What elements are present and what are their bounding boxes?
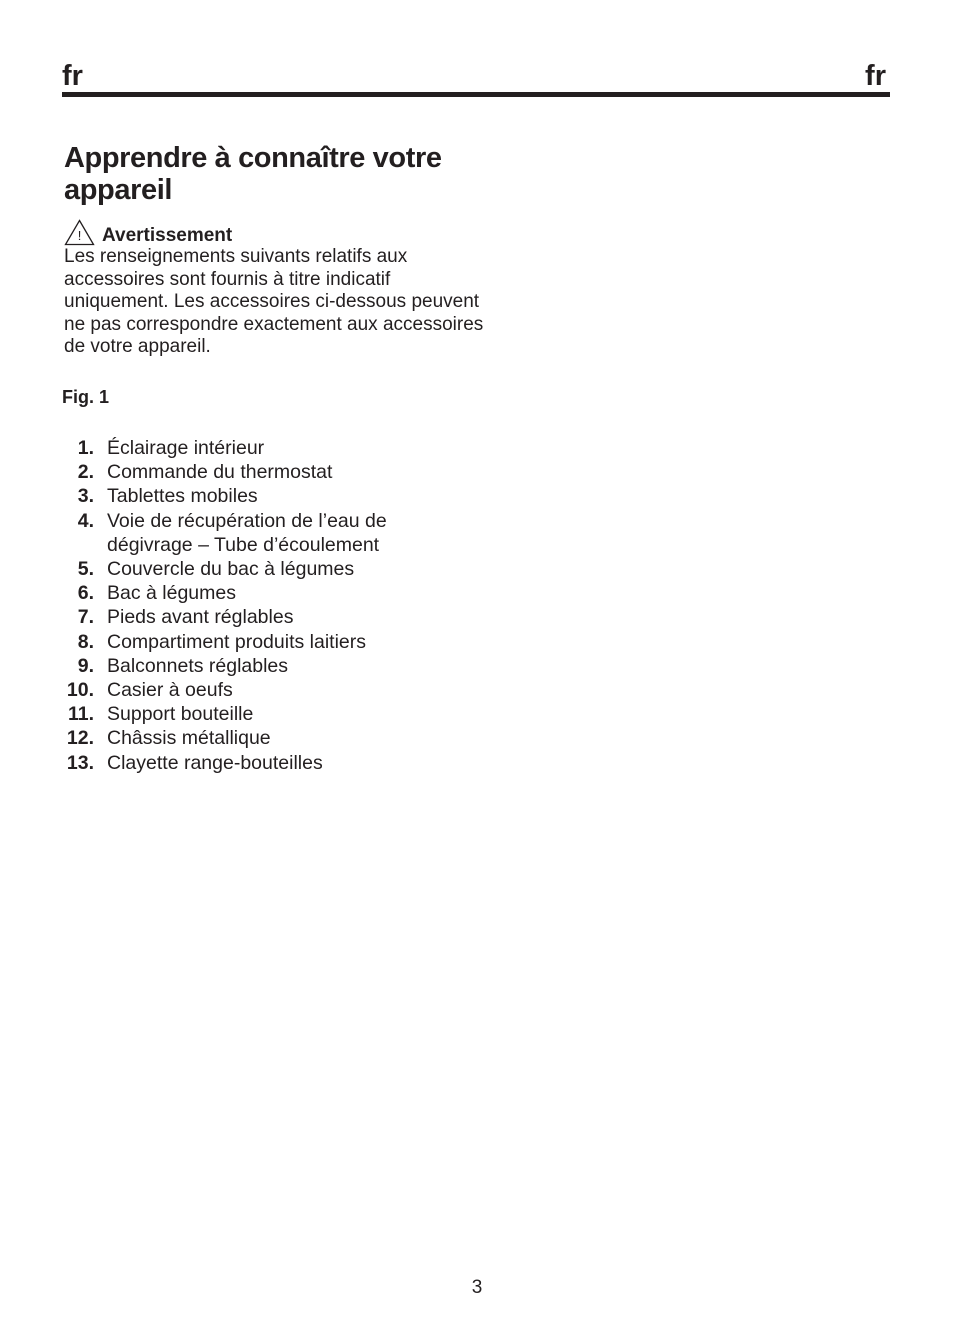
list-item — [62, 678, 482, 702]
list-item-number: 7. — [77, 606, 94, 629]
list-item-label: Compartiment produits laitiers — [107, 630, 367, 653]
page-title: Apprendre à connaître votre appareil — [64, 142, 442, 206]
list-item — [62, 509, 482, 557]
warning-text: Les renseignements suivants relatifs aux accessoires sont fournis à titre indicatif uniquement. Les accessoires ci-dessous peuvent ne pas correspondre exactement aux accessoires de votre appareil. — [64, 246, 484, 357]
list-item-label: Éclairage intérieur — [107, 437, 265, 459]
language-code-left: fr — [62, 60, 83, 92]
list-item-label: Clayette range-bouteilles — [107, 751, 323, 774]
list-item-label: Tablettes mobiles — [107, 485, 258, 508]
figure-label: Fig. 1 — [62, 387, 110, 407]
warning-triangle-icon — [64, 219, 95, 246]
list-item — [62, 630, 482, 654]
parts-list — [62, 436, 482, 775]
list-item-label: Balconnets réglables — [107, 654, 289, 677]
warning-block — [64, 218, 484, 359]
list-item-number: 4. — [77, 509, 94, 532]
list-item-label: Bac à légumes — [107, 582, 236, 605]
page-number: 3 — [471, 1277, 483, 1298]
list-item — [62, 605, 482, 629]
list-item-label: Casier à oeufs — [107, 679, 233, 702]
list-item — [62, 702, 482, 726]
list-item-number: 2. — [77, 461, 94, 484]
list-item-label: Châssis métallique — [107, 727, 271, 750]
list-item-label: Commande du thermostat — [107, 461, 333, 484]
list-item-number: 1. — [77, 437, 94, 459]
svg-text:!: ! — [77, 228, 82, 243]
list-item-number: 12. — [66, 727, 94, 750]
list-item-number: 6. — [77, 582, 94, 605]
list-item — [62, 484, 482, 508]
list-item-label: Pieds avant réglables — [107, 606, 294, 629]
list-item — [62, 726, 482, 750]
warning-header — [64, 218, 484, 246]
list-item — [62, 654, 482, 678]
list-item-number: 10. — [66, 679, 94, 702]
list-item-number: 13. — [66, 751, 94, 774]
list-item — [62, 751, 482, 775]
list-item-number: 5. — [77, 558, 94, 581]
list-item — [62, 436, 482, 460]
language-code-right: fr — [865, 60, 886, 92]
header-divider — [62, 92, 890, 97]
list-item-number: 8. — [77, 630, 94, 653]
list-item-label: Couvercle du bac à légumes — [107, 558, 355, 581]
list-item-number: 11. — [67, 703, 94, 726]
list-item-label: Support bouteille — [107, 703, 254, 726]
list-item — [62, 557, 482, 581]
list-item — [62, 581, 482, 605]
warning-title: Avertissement — [102, 225, 233, 246]
list-item — [62, 460, 482, 484]
list-item-number: 3. — [77, 485, 94, 508]
list-item-number: 9. — [77, 654, 94, 677]
list-item-label: Voie de récupération de l’eau de dégivrage – Tube d’écoulement — [107, 509, 387, 556]
